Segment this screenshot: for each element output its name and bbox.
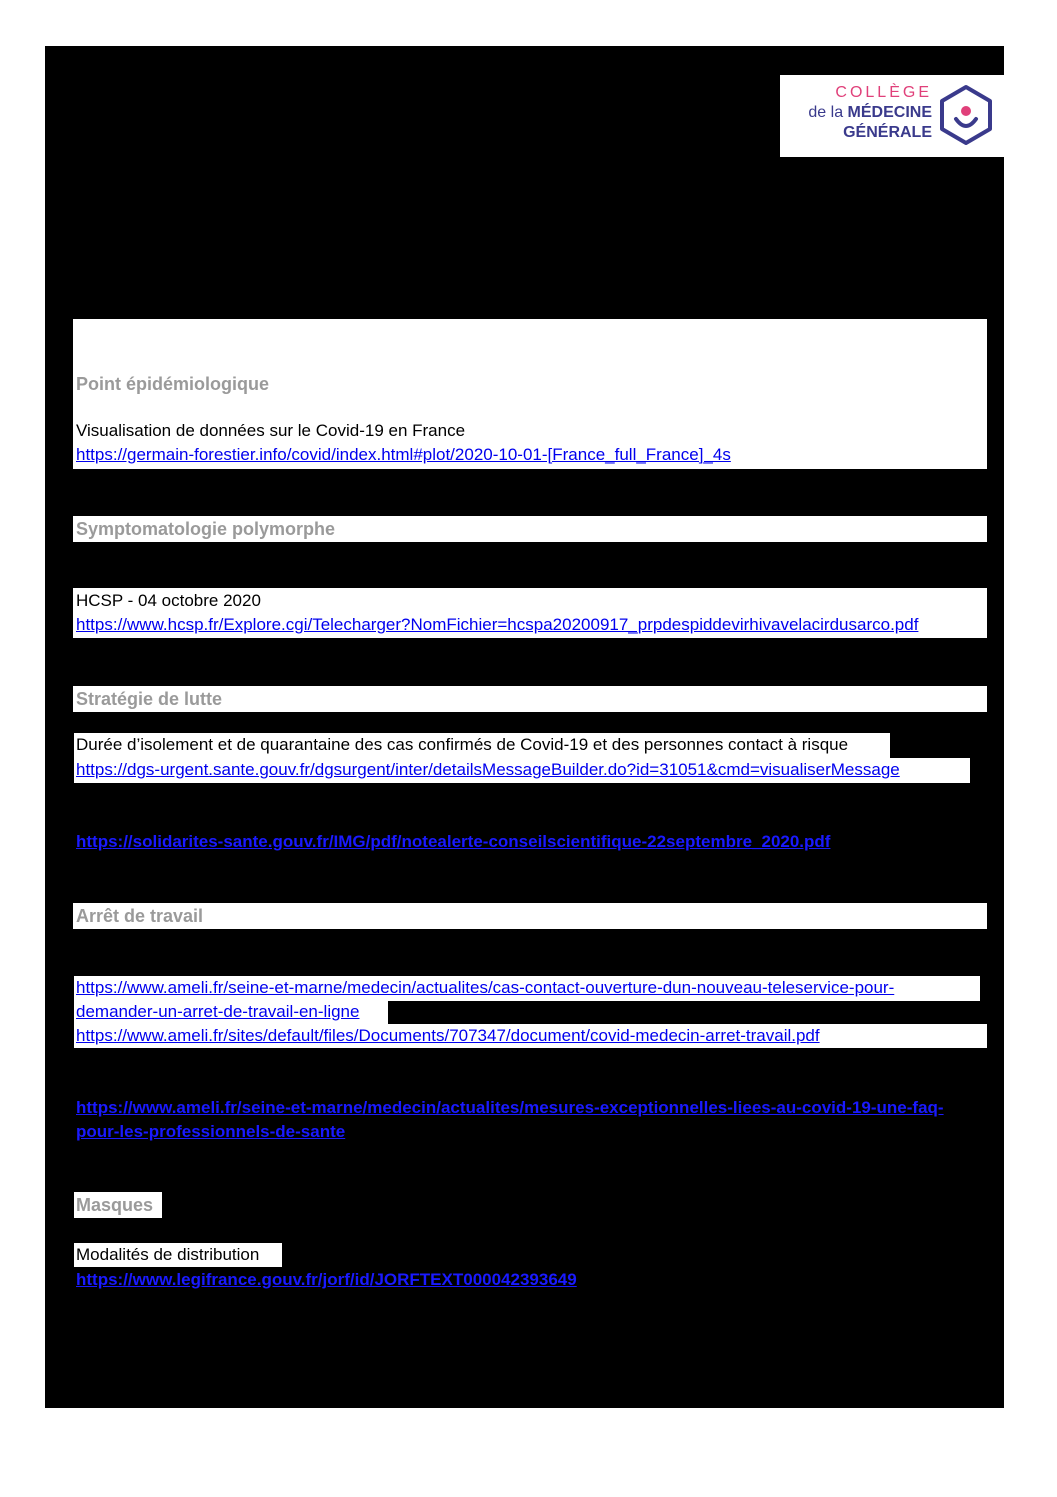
symptomatologie-link[interactable]: https://www.hcsp.fr/Explore.cgi/Telecharger?NomFichier=hcspa20200917_prpdespiddevirhivavelacirdusarco.pdf: [76, 615, 919, 634]
college-logo: [780, 75, 1004, 157]
arret-link-faq-line2[interactable]: pour-les-professionnels-de-sante: [76, 1122, 346, 1141]
strategie-link-conseil[interactable]: https://solidarites-sante.gouv.fr/IMG/pdf/notealerte-conseilscientifique-22septembre_2020.pdf: [76, 832, 831, 851]
symptomatologie-description: HCSP - 04 octobre 2020: [76, 591, 261, 610]
page-background: [45, 46, 1004, 1408]
section-title-strategie: Stratégie de lutte: [76, 689, 223, 709]
arret-title-bar: [73, 903, 987, 929]
logo-line-generale: GÉNÉRALE: [843, 124, 932, 141]
section-title-arret: Arrêt de travail: [76, 906, 204, 926]
logo-prefix: de la: [808, 104, 844, 121]
section-title-masques: Masques: [76, 1195, 154, 1215]
masques-description: Modalités de distribution: [76, 1245, 260, 1264]
logo-text: [808, 83, 932, 143]
logo-line-medecine: [808, 103, 932, 123]
epidemio-link[interactable]: https://germain-forestier.info/covid/index.html#plot/2020-10-01-[France_full_France]_4s: [76, 445, 731, 464]
arret-link-document[interactable]: https://www.ameli.fr/sites/default/files/Documents/707347/document/covid-medecin-arret-travail.pdf: [76, 1026, 820, 1045]
arret-link-teleservice-line1[interactable]: https://www.ameli.fr/seine-et-marne/medecin/actualites/cas-contact-ouverture-dun-nouveau-teleservice-pour-: [76, 978, 895, 997]
epidemio-description: Visualisation de données sur le Covid-19 en France: [76, 421, 466, 440]
section-title-symptomatologie: Symptomatologie polymorphe: [76, 519, 336, 539]
arret-link-faq-line1[interactable]: https://www.ameli.fr/seine-et-marne/medecin/actualites/mesures-exceptionnelles-liees-au-covid-19-une-faq-: [76, 1098, 944, 1117]
logo-line-college: COLLÈGE: [835, 84, 932, 101]
arret-link-teleservice-line2[interactable]: demander-un-arret-de-travail-en-ligne: [76, 1002, 360, 1021]
strategie-link-dgs[interactable]: https://dgs-urgent.sante.gouv.fr/dgsurgent/inter/detailsMessageBuilder.do?id=31051&cmd=visualiserMessage: [76, 760, 900, 779]
masques-link-legifrance[interactable]: https://www.legifrance.gouv.fr/jorf/id/JORFTEXT000042393649: [76, 1270, 577, 1289]
strategie-description: Durée d’isolement et de quarantaine des cas confirmés de Covid-19 et des personnes contact à risque: [76, 735, 849, 754]
section-title-epidemio: Point épidémiologique: [76, 374, 269, 394]
logo-emblem-icon: [938, 83, 994, 147]
logo-medecine: MÉDECINE: [847, 104, 932, 121]
